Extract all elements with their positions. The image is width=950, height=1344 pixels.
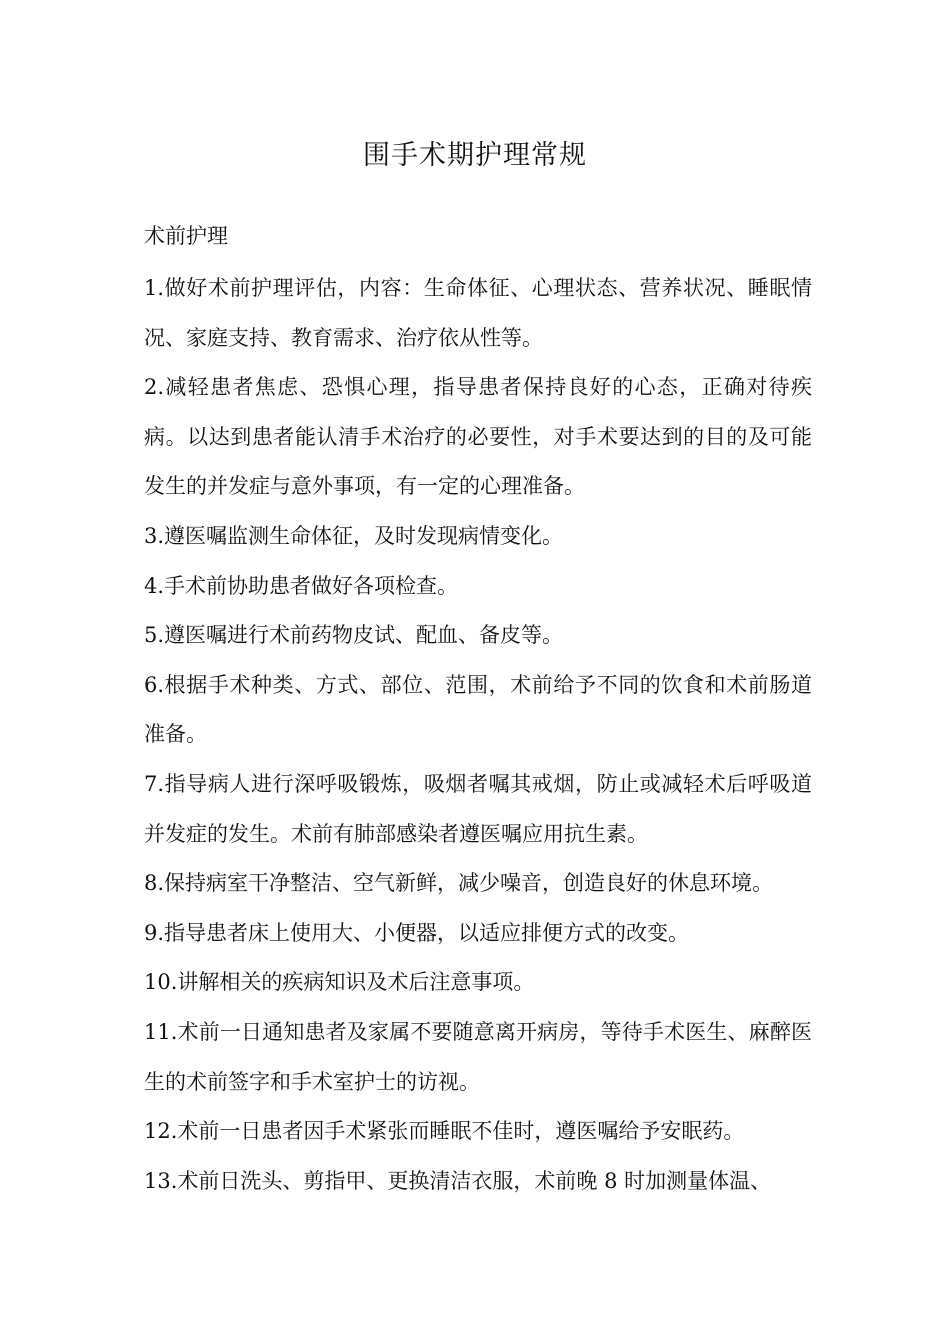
- list-item: 2.减轻患者焦虑、恐惧心理，指导患者保持良好的心态，正确对待疾病。以达到患者能认清手术治疗的必要性，对手术要达到的目的及可能发生的并发症与意外事项，有一定的心理准备。: [144, 375, 812, 499]
- list-item: 7.指导病人进行深呼吸锻炼，吸烟者嘱其戒烟，防止或减轻术后呼吸道并发症的发生。术前有肺部感染者遵医嘱应用抗生素。: [144, 771, 812, 846]
- section-heading: 术前护理: [144, 224, 228, 248]
- item-list: [144, 264, 812, 1206]
- list-item: 9.指导患者床上使用大、小便器，以适应排便方式的改变。: [144, 920, 690, 945]
- list-item: 1.做好术前护理评估，内容：生命体征、心理状态、营养状况、睡眠情况、家庭支持、教育需求、治疗依从性等。: [144, 276, 812, 350]
- list-item: 8.保持病室干净整洁、空气新鲜，减少噪音，创造良好的休息环境。: [144, 871, 774, 896]
- list-item: 5.遵医嘱进行术前药物皮试、配血、备皮等。: [144, 623, 564, 648]
- document-title: 围手术期护理常规: [363, 140, 587, 171]
- list-item: 13.术前日洗头、剪指甲、更换清洁衣服，术前晚 8 时加测量体温、: [144, 1168, 772, 1193]
- list-item: 4.手术前协助患者做好各项检查。: [144, 573, 459, 598]
- list-item: 12.术前一日患者因手术紧张而睡眠不佳时，遵医嘱给予安眠药。: [144, 1119, 745, 1144]
- list-item: 6.根据手术种类、方式、部位、范围，术前给予不同的饮食和术前肠道准备。: [144, 672, 812, 747]
- list-item: 10.讲解相关的疾病知识及术后注意事项。: [144, 970, 535, 995]
- list-item: 3.遵医嘱监测生命体征，及时发现病情变化。: [144, 523, 564, 548]
- list-item: 11.术前一日通知患者及家属不要随意离开病房，等待手术医生、麻醉医生的术前签字和手术室护士的访视。: [144, 1019, 812, 1094]
